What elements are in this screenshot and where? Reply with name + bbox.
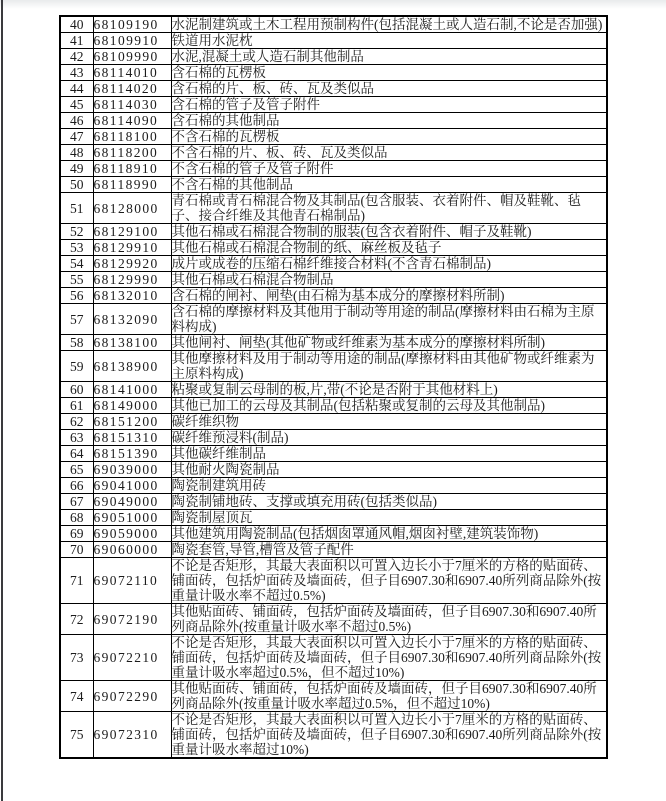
hs-code-cell: 68114030 xyxy=(93,97,171,113)
description-cell: 粘聚或复制云母制的板,片,带(不论是否附于其他材料上) xyxy=(171,382,607,398)
hs-code-cell: 68132090 xyxy=(93,304,171,335)
row-number-cell: 71 xyxy=(60,558,93,604)
table-row xyxy=(60,398,607,414)
description-cell: 其他石棉或石棉混合物制的服装(包含衣着附件、帽子及鞋靴) xyxy=(171,224,607,240)
description-cell: 铁道用水泥枕 xyxy=(171,33,607,49)
row-number-cell: 65 xyxy=(60,462,93,478)
description-cell: 含石棉的管子及管子附件 xyxy=(171,97,607,113)
table-row xyxy=(60,193,607,224)
row-number-cell: 48 xyxy=(60,145,93,161)
hs-code-cell: 68118100 xyxy=(93,129,171,145)
table-row xyxy=(60,382,607,398)
page-top-shadow xyxy=(0,0,666,9)
row-number-cell: 58 xyxy=(60,335,93,351)
description-cell: 含石棉的瓦楞板 xyxy=(171,65,607,81)
table-row xyxy=(60,304,607,335)
description-cell: 其他耐火陶瓷制品 xyxy=(171,462,607,478)
row-number-cell: 59 xyxy=(60,351,93,382)
description-cell: 陶瓷制屋顶瓦 xyxy=(171,510,607,526)
table-row xyxy=(60,478,607,494)
hs-code-cell: 69039000 xyxy=(93,462,171,478)
row-number-cell: 47 xyxy=(60,129,93,145)
description-cell: 成片或成卷的压缩石棉纤维接合材料(不含青石棉制品) xyxy=(171,256,607,272)
description-cell: 其他建筑用陶瓷制品(包括烟囱罩通风帽,烟囱衬壁,建筑装饰物) xyxy=(171,526,607,542)
description-cell: 其他摩擦材料及用于制动等用途的制品(摩擦材料由其他矿物或纤维素为主原料构成) xyxy=(171,351,607,382)
hs-code-cell: 68128000 xyxy=(93,193,171,224)
table-row xyxy=(60,113,607,129)
hs-code-cell: 69072290 xyxy=(93,681,171,712)
hs-code-cell: 68151200 xyxy=(93,414,171,430)
description-cell: 不含石棉的管子及管子附件 xyxy=(171,161,607,177)
hs-code-cell: 69049000 xyxy=(93,494,171,510)
hs-code-cell: 68129920 xyxy=(93,256,171,272)
table-row xyxy=(60,494,607,510)
row-number-cell: 56 xyxy=(60,288,93,304)
hs-code-cell: 68109990 xyxy=(93,49,171,65)
description-cell: 青石棉或青石棉混合物及其制品(包含服装、衣着附件、帽及鞋靴、毡子、接合纤维及其他青石棉制品) xyxy=(171,193,607,224)
row-number-cell: 57 xyxy=(60,304,93,335)
description-cell: 碳纤维织物 xyxy=(171,414,607,430)
hs-code-table xyxy=(59,15,608,759)
row-number-cell: 55 xyxy=(60,272,93,288)
table-row xyxy=(60,33,607,49)
table-row xyxy=(60,65,607,81)
row-number-cell: 74 xyxy=(60,681,93,712)
description-cell: 水泥制建筑或土木工程用预制构件(包括混凝土或人造石制,不论是否加强) xyxy=(171,16,607,33)
hs-code-cell: 68138100 xyxy=(93,335,171,351)
description-cell: 不含石棉的片、板、砖、瓦及类似品 xyxy=(171,145,607,161)
description-cell: 碳纤维预浸料(制品) xyxy=(171,430,607,446)
table-row xyxy=(60,430,607,446)
hs-code-cell: 69072310 xyxy=(93,712,171,759)
row-number-cell: 52 xyxy=(60,224,93,240)
description-cell: 陶瓷制建筑用砖 xyxy=(171,478,607,494)
table-row xyxy=(60,177,607,193)
table-row xyxy=(60,558,607,604)
table-row xyxy=(60,414,607,430)
description-cell: 其他贴面砖、铺面砖，包括炉面砖及墙面砖，但子目6907.30和6907.40所列商品除外(按重量计吸水率不超过0.5%) xyxy=(171,604,607,635)
row-number-cell: 70 xyxy=(60,542,93,558)
hs-code-cell: 68138900 xyxy=(93,351,171,382)
description-cell: 不论是否矩形，其最大表面积以可置入边长小于7厘米的方格的贴面砖、铺面砖，包括炉面砖及墙面砖，但子目6907.30和6907.40所列商品除外(按重量计吸水率超过0.5%，但不超过10%) xyxy=(171,635,607,681)
table-row xyxy=(60,97,607,113)
row-number-cell: 42 xyxy=(60,49,93,65)
row-number-cell: 69 xyxy=(60,526,93,542)
hs-code-cell: 68132010 xyxy=(93,288,171,304)
description-cell: 陶瓷制铺地砖、支撑或填充用砖(包括类似品) xyxy=(171,494,607,510)
hs-code-cell: 69072110 xyxy=(93,558,171,604)
description-cell: 不含石棉的瓦楞板 xyxy=(171,129,607,145)
description-cell: 水泥,混凝土或人造石制其他制品 xyxy=(171,49,607,65)
hs-code-cell: 68118200 xyxy=(93,145,171,161)
table-row xyxy=(60,604,607,635)
row-number-cell: 45 xyxy=(60,97,93,113)
description-cell: 不论是否矩形，其最大表面积以可置入边长小于7厘米的方格的贴面砖、铺面砖，包括炉面砖及墙面砖，但子目6907.30和6907.40所列商品除外(按重量计吸水率超过10%) xyxy=(171,712,607,759)
table-row xyxy=(60,446,607,462)
description-cell: 陶瓷套管,导管,槽管及管子配件 xyxy=(171,542,607,558)
table-row xyxy=(60,224,607,240)
row-number-cell: 63 xyxy=(60,430,93,446)
table-row xyxy=(60,272,607,288)
description-cell: 其他碳纤维制品 xyxy=(171,446,607,462)
hs-code-cell: 68149000 xyxy=(93,398,171,414)
table-row xyxy=(60,681,607,712)
row-number-cell: 62 xyxy=(60,414,93,430)
row-number-cell: 75 xyxy=(60,712,93,759)
hs-code-cell: 69060000 xyxy=(93,542,171,558)
hs-table-body xyxy=(60,16,607,758)
table-row xyxy=(60,542,607,558)
table-row xyxy=(60,526,607,542)
hs-code-cell: 68129990 xyxy=(93,272,171,288)
hs-code-cell: 68114020 xyxy=(93,81,171,97)
table-row xyxy=(60,635,607,681)
row-number-cell: 66 xyxy=(60,478,93,494)
hs-code-cell: 68151390 xyxy=(93,446,171,462)
row-number-cell: 50 xyxy=(60,177,93,193)
row-number-cell: 44 xyxy=(60,81,93,97)
description-cell: 含石棉的摩擦材料及其他用于制动等用途的制品(摩擦材料由石棉为主原料构成) xyxy=(171,304,607,335)
row-number-cell: 41 xyxy=(60,33,93,49)
hs-code-cell: 68118990 xyxy=(93,177,171,193)
description-cell: 其他石棉或石棉混合物制品 xyxy=(171,272,607,288)
page-left-border xyxy=(1,0,3,801)
table-row xyxy=(60,129,607,145)
row-number-cell: 64 xyxy=(60,446,93,462)
hs-code-cell: 68109190 xyxy=(93,16,171,33)
description-cell: 其他闸衬、闸垫(其他矿物或纤维素为基本成分的摩擦材料所制) xyxy=(171,335,607,351)
table-row xyxy=(60,145,607,161)
hs-code-cell: 69072190 xyxy=(93,604,171,635)
row-number-cell: 72 xyxy=(60,604,93,635)
hs-code-cell: 68141000 xyxy=(93,382,171,398)
hs-code-cell: 68129910 xyxy=(93,240,171,256)
hs-code-cell: 69059000 xyxy=(93,526,171,542)
table-row xyxy=(60,240,607,256)
description-cell: 其他石棉或石棉混合物制的纸、麻丝板及毡子 xyxy=(171,240,607,256)
description-cell: 其他贴面砖、铺面砖，包括炉面砖及墙面砖，但子目6907.30和6907.40所列商品除外(按重量计吸水率超过0.5%，但不超过10%) xyxy=(171,681,607,712)
table-row xyxy=(60,49,607,65)
hs-code-cell: 68151310 xyxy=(93,430,171,446)
table-row xyxy=(60,712,607,759)
hs-code-cell: 68109910 xyxy=(93,33,171,49)
table-row xyxy=(60,81,607,97)
row-number-cell: 60 xyxy=(60,382,93,398)
description-cell: 含石棉的其他制品 xyxy=(171,113,607,129)
table-row xyxy=(60,161,607,177)
hs-code-cell: 69072210 xyxy=(93,635,171,681)
row-number-cell: 46 xyxy=(60,113,93,129)
hs-code-cell: 69051000 xyxy=(93,510,171,526)
table-row xyxy=(60,462,607,478)
row-number-cell: 49 xyxy=(60,161,93,177)
row-number-cell: 51 xyxy=(60,193,93,224)
row-number-cell: 54 xyxy=(60,256,93,272)
hs-code-cell: 68118910 xyxy=(93,161,171,177)
description-cell: 含石棉的片、板、砖、瓦及类似品 xyxy=(171,81,607,97)
table-row xyxy=(60,335,607,351)
hs-code-cell: 68114010 xyxy=(93,65,171,81)
table-row xyxy=(60,510,607,526)
row-number-cell: 68 xyxy=(60,510,93,526)
row-number-cell: 53 xyxy=(60,240,93,256)
table-row xyxy=(60,351,607,382)
row-number-cell: 43 xyxy=(60,65,93,81)
description-cell: 含石棉的闸衬、闸垫(由石棉为基本成分的摩擦材料所制) xyxy=(171,288,607,304)
row-number-cell: 73 xyxy=(60,635,93,681)
description-cell: 不论是否矩形，其最大表面积以可置入边长小于7厘米的方格的贴面砖、铺面砖，包括炉面砖及墙面砖，但子目6907.30和6907.40所列商品除外(按重量计吸水率不超过0.5%) xyxy=(171,558,607,604)
table-row xyxy=(60,256,607,272)
row-number-cell: 40 xyxy=(60,16,93,33)
table-row xyxy=(60,16,607,33)
row-number-cell: 67 xyxy=(60,494,93,510)
hs-code-cell: 69041000 xyxy=(93,478,171,494)
description-cell: 其他已加工的云母及其制品(包括粘聚或复制的云母及其他制品) xyxy=(171,398,607,414)
table-row xyxy=(60,288,607,304)
hs-code-cell: 68114090 xyxy=(93,113,171,129)
description-cell: 不含石棉的其他制品 xyxy=(171,177,607,193)
row-number-cell: 61 xyxy=(60,398,93,414)
hs-code-cell: 68129100 xyxy=(93,224,171,240)
